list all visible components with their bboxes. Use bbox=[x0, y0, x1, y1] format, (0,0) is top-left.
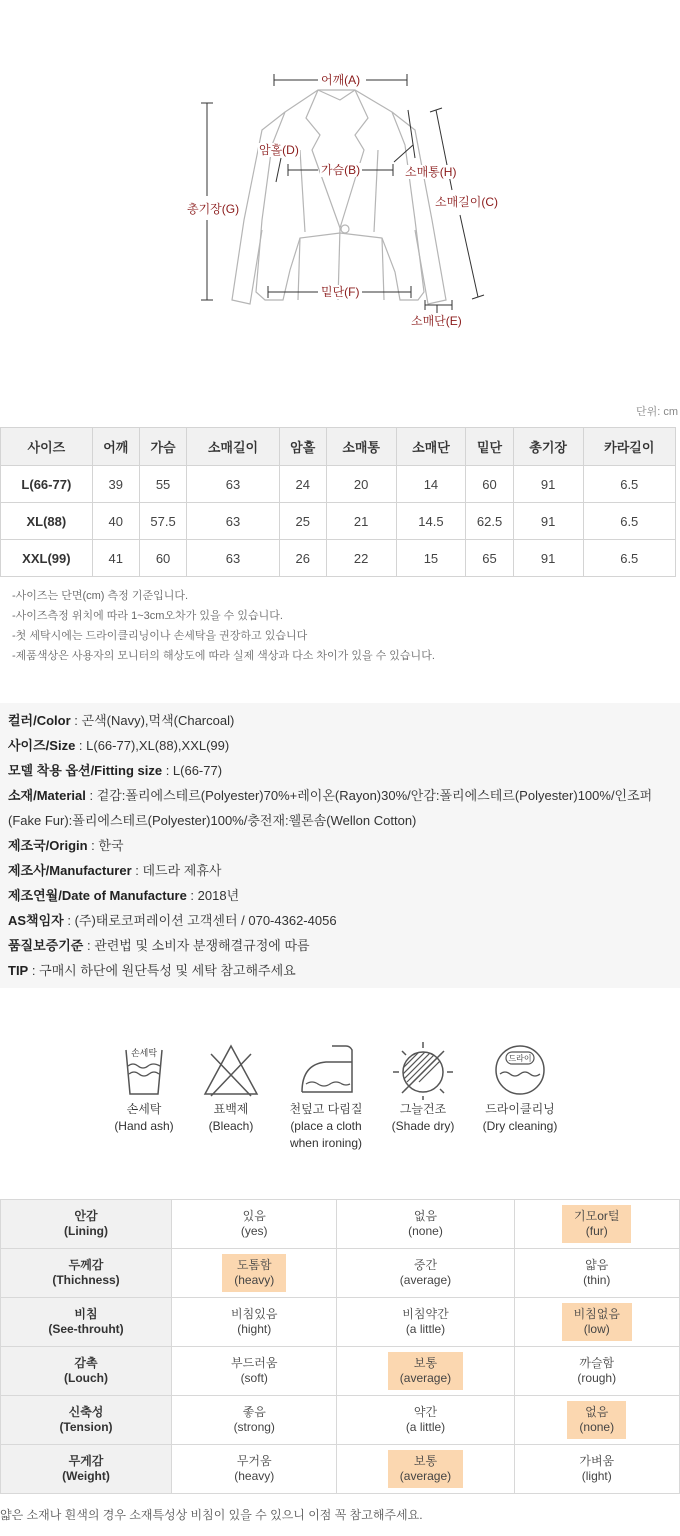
option-cell bbox=[337, 1347, 514, 1396]
table-cell: 60 bbox=[466, 466, 513, 503]
table-row bbox=[1, 1445, 680, 1494]
property-ko: 비침 bbox=[74, 1307, 98, 1321]
size-diagram bbox=[0, 0, 680, 400]
material-table bbox=[0, 1199, 680, 1494]
option: 부드러움 (soft) bbox=[231, 1356, 278, 1385]
property-ko: 감촉 bbox=[74, 1356, 98, 1370]
size-table bbox=[0, 427, 676, 577]
table-cell: 91 bbox=[513, 466, 583, 503]
size-table-header bbox=[1, 428, 676, 466]
property-en: (Louch) bbox=[64, 1371, 108, 1385]
header-cell: 밑단 bbox=[466, 428, 513, 466]
option-cell bbox=[514, 1445, 680, 1494]
care-label-en-2: when ironing) bbox=[289, 1136, 363, 1150]
option: 무거움 (heavy) bbox=[234, 1454, 275, 1483]
table-cell: 91 bbox=[513, 503, 583, 540]
table-row bbox=[1, 1396, 680, 1445]
info-fitting: 모델 착용 옵션/Fitting size : L(66-77) bbox=[8, 763, 223, 778]
header-cell: 소매길이 bbox=[187, 428, 279, 466]
table-row bbox=[1, 1298, 680, 1347]
property-ko: 두께감 bbox=[68, 1258, 104, 1272]
property-en: (See-throuht) bbox=[48, 1322, 124, 1336]
unit-label: 단위: cm bbox=[635, 406, 678, 418]
option: 가벼움 (light) bbox=[579, 1454, 615, 1483]
option-cell bbox=[337, 1298, 514, 1347]
care-label-en: (Hand ash) bbox=[114, 1119, 174, 1133]
info-material-cont: (Fake Fur):폴리에스테르(Polyester)100%/충전재:웰론솜(Wellon Cotton) bbox=[8, 813, 417, 828]
table-cell: 25 bbox=[279, 503, 326, 540]
table-cell: 6.5 bbox=[583, 466, 675, 503]
property-en: (Lining) bbox=[64, 1224, 108, 1238]
property-label bbox=[1, 1445, 172, 1494]
info-date: 제조연월/Date of Manufacture : 2018년 bbox=[8, 888, 240, 903]
option-cell bbox=[172, 1249, 337, 1298]
table-cell: 63 bbox=[187, 466, 279, 503]
table-cell: 24 bbox=[279, 466, 326, 503]
option: 있음 (yes) bbox=[240, 1209, 268, 1238]
care-label: 표백제 bbox=[213, 1102, 249, 1116]
table-cell: 20 bbox=[326, 466, 396, 503]
care-no-bleach bbox=[183, 1040, 279, 1134]
property-ko: 안감 bbox=[74, 1209, 98, 1223]
option: 얇음 (thin) bbox=[583, 1258, 611, 1287]
option-cell bbox=[337, 1249, 514, 1298]
label-shoulder: 어깨(A) bbox=[321, 73, 361, 87]
iron-cloth-icon bbox=[294, 1040, 358, 1100]
option: 비침있음 (hight) bbox=[231, 1307, 278, 1336]
label-sleeve-length: 소매길이(C) bbox=[435, 195, 499, 209]
header-cell: 소매단 bbox=[396, 428, 466, 466]
option: 좋음 (strong) bbox=[233, 1405, 275, 1434]
note-line: -제품색상은 사용자의 모니터의 해상도에 따라 실제 색상과 다소 차이가 있을 수 있습니다. bbox=[12, 650, 435, 662]
property-label bbox=[1, 1347, 172, 1396]
label-total-length: 총기장(G) bbox=[187, 202, 240, 216]
dry-clean-icon bbox=[490, 1040, 550, 1100]
note-line: -첫 세탁시에는 드라이클리닝이나 손세탁을 권장하고 있습니다 bbox=[12, 630, 308, 642]
label-sleeve-width: 소매통(H) bbox=[405, 165, 457, 179]
header-cell: 소매통 bbox=[326, 428, 396, 466]
option-cell bbox=[172, 1298, 337, 1347]
header-cell: 총기장 bbox=[513, 428, 583, 466]
info-origin: 제조국/Origin : 한국 bbox=[8, 838, 124, 853]
table-cell: 40 bbox=[92, 503, 139, 540]
option-cell bbox=[172, 1396, 337, 1445]
label-armhole: 암홀(D) bbox=[259, 143, 299, 157]
property-ko: 무게감 bbox=[68, 1454, 104, 1468]
option-cell bbox=[337, 1200, 514, 1249]
table-cell: 57.5 bbox=[139, 503, 186, 540]
note-line: -사이즈측정 위치에 따라 1~3cm오차가 있을 수 있습니다. bbox=[12, 610, 283, 622]
table-row bbox=[1, 1347, 680, 1396]
care-label-en: (Dry cleaning) bbox=[482, 1119, 558, 1133]
info-manufacturer: 제조사/Manufacturer : 데드라 제휴사 bbox=[8, 863, 222, 878]
header-cell: 암홀 bbox=[279, 428, 326, 466]
table-row bbox=[1, 1249, 680, 1298]
property-ko: 신축성 bbox=[68, 1405, 104, 1419]
care-label-en: (place a cloth bbox=[290, 1119, 362, 1133]
label-cuff: 소매단(E) bbox=[411, 314, 462, 328]
header-cell: 가슴 bbox=[139, 428, 186, 466]
option: 중간 (average) bbox=[399, 1258, 452, 1287]
option: 까슬함 (rough) bbox=[577, 1356, 617, 1385]
header-cell: 카라길이 bbox=[583, 428, 675, 466]
table-cell: 21 bbox=[326, 503, 396, 540]
option-cell bbox=[514, 1200, 680, 1249]
no-bleach-icon bbox=[201, 1040, 261, 1100]
table-row bbox=[1, 1200, 680, 1249]
table-cell: 26 bbox=[279, 540, 326, 577]
table-cell: 62.5 bbox=[466, 503, 513, 540]
info-tip: TIP : 구매시 하단에 원단특성 및 세탁 참고해주세요 bbox=[8, 963, 296, 978]
care-hand-wash bbox=[96, 1040, 192, 1134]
selected-option: 보통 (average) bbox=[388, 1450, 463, 1488]
size-cell: XL(88) bbox=[1, 503, 93, 540]
table-row bbox=[1, 503, 676, 540]
selected-option: 없음 (none) bbox=[567, 1401, 626, 1439]
table-cell: 41 bbox=[92, 540, 139, 577]
table-cell: 15 bbox=[396, 540, 466, 577]
property-en: (Thichness) bbox=[52, 1273, 120, 1287]
selected-option: 비침없음 (low) bbox=[562, 1303, 632, 1341]
care-dry-clean bbox=[472, 1040, 568, 1134]
option-cell bbox=[514, 1347, 680, 1396]
size-cell: L(66-77) bbox=[1, 466, 93, 503]
hand-wash-tag: 손세탁 bbox=[130, 1049, 158, 1059]
table-cell: 6.5 bbox=[583, 503, 675, 540]
table-cell: 14.5 bbox=[396, 503, 466, 540]
property-label bbox=[1, 1396, 172, 1445]
table-row bbox=[1, 466, 676, 503]
care-label: 천덮고 다림질 bbox=[289, 1102, 363, 1116]
option-cell bbox=[172, 1347, 337, 1396]
table-row bbox=[1, 540, 676, 577]
option-cell bbox=[172, 1445, 337, 1494]
table-cell: 55 bbox=[139, 466, 186, 503]
size-notes bbox=[12, 586, 435, 666]
option-cell bbox=[514, 1396, 680, 1445]
label-hem: 밑단(F) bbox=[321, 285, 360, 299]
info-color: 컬러/Color : 곤색(Navy),먹색(Charcoal) bbox=[8, 713, 235, 728]
care-shade-dry bbox=[375, 1040, 471, 1134]
care-iron-cloth bbox=[278, 1040, 374, 1151]
selected-option: 도톰함 (heavy) bbox=[222, 1254, 286, 1292]
property-en: (Tension) bbox=[59, 1420, 113, 1434]
jacket-illustration bbox=[0, 0, 680, 400]
option: 없음 (none) bbox=[408, 1209, 443, 1238]
table-cell: 22 bbox=[326, 540, 396, 577]
dry-clean-tag: 드라이 bbox=[508, 1054, 532, 1063]
property-en: (Weight) bbox=[62, 1469, 110, 1483]
header-cell: 어깨 bbox=[92, 428, 139, 466]
table-cell: 91 bbox=[513, 540, 583, 577]
table-cell: 6.5 bbox=[583, 540, 675, 577]
table-cell: 60 bbox=[139, 540, 186, 577]
note-line: -사이즈는 단면(cm) 측정 기준입니다. bbox=[12, 590, 189, 602]
selected-option: 기모or털 (fur) bbox=[562, 1205, 631, 1243]
footnote: 얇은 소재나 흰색의 경우 소재특성상 비침이 있을 수 있으니 이점 꼭 참고해주세요. bbox=[0, 1508, 423, 1522]
shade-dry-icon bbox=[393, 1040, 453, 1100]
table-cell: 63 bbox=[187, 540, 279, 577]
product-info bbox=[0, 703, 680, 988]
property-label bbox=[1, 1298, 172, 1347]
hand-wash-icon bbox=[114, 1040, 174, 1100]
table-cell: 63 bbox=[187, 503, 279, 540]
label-chest: 가슴(B) bbox=[321, 163, 361, 177]
table-cell: 65 bbox=[466, 540, 513, 577]
table-cell: 39 bbox=[92, 466, 139, 503]
option-cell bbox=[514, 1298, 680, 1347]
care-label: 드라이클리닝 bbox=[485, 1102, 555, 1116]
care-label: 그늘건조 bbox=[399, 1102, 447, 1116]
selected-option: 보통 (average) bbox=[388, 1352, 463, 1390]
size-cell: XXL(99) bbox=[1, 540, 93, 577]
option-cell bbox=[514, 1249, 680, 1298]
table-cell: 14 bbox=[396, 466, 466, 503]
header-cell: 사이즈 bbox=[1, 428, 93, 466]
info-quality: 품질보증기준 : 관련법 및 소비자 분쟁해결규정에 따름 bbox=[8, 938, 310, 953]
info-as: AS책임자 : (주)태로코퍼레이션 고객센터 / 070-4362-4056 bbox=[8, 913, 337, 928]
option: 비침약간 (a little) bbox=[402, 1307, 449, 1336]
info-size: 사이즈/Size : L(66-77),XL(88),XXL(99) bbox=[8, 738, 230, 753]
option-cell bbox=[172, 1200, 337, 1249]
care-label-en: (Shade dry) bbox=[391, 1119, 455, 1133]
property-label bbox=[1, 1200, 172, 1249]
care-label: 손세탁 bbox=[126, 1102, 162, 1116]
care-label-en: (Bleach) bbox=[208, 1119, 254, 1133]
option-cell bbox=[337, 1396, 514, 1445]
option: 약간 (a little) bbox=[405, 1405, 446, 1434]
option-cell bbox=[337, 1445, 514, 1494]
info-material: 소재/Material : 겉감:폴리에스테르(Polyester)70%+레이온(Rayon)30%/안감:폴리에스테르(Polyester)100%/인조퍼 bbox=[8, 788, 653, 803]
property-label bbox=[1, 1249, 172, 1298]
